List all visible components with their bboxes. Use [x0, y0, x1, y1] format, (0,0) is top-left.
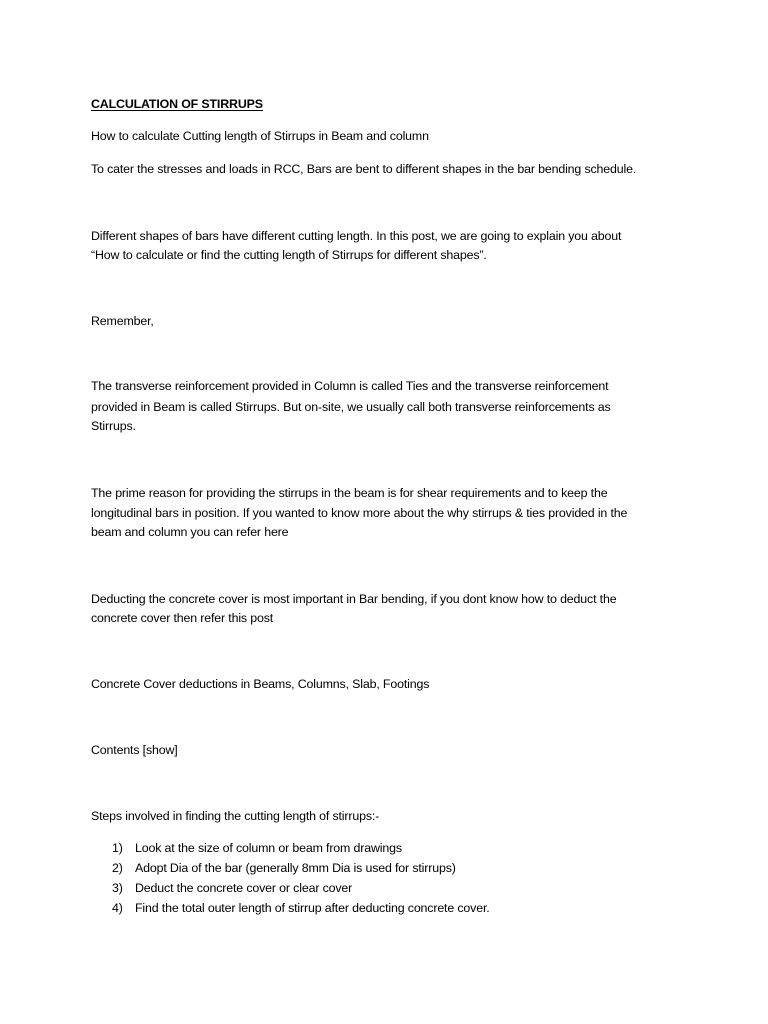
transverse-paragraph-line-3: Stirrups. [91, 419, 136, 433]
list-item-text: Deduct the concrete cover or clear cover [135, 881, 353, 895]
document-title: CALCULATION OF STIRRUPS [91, 97, 263, 111]
transverse-paragraph-line-1: The transverse reinforcement provided in Column is called Ties and the transverse reinforcement [91, 379, 609, 393]
list-item [112, 858, 490, 878]
steps-heading: Steps involved in finding the cutting length of stirrups:- [91, 809, 380, 823]
list-item-text: Look at the size of column or beam from drawings [135, 841, 402, 855]
steps-list [112, 838, 490, 918]
list-item [112, 838, 490, 858]
list-item-number: 1) [112, 841, 123, 855]
reason-paragraph-line-1: The prime reason for providing the stirrups in the beam is for shear requirements and to keep the [91, 486, 608, 500]
list-item-text: Adopt Dia of the bar (generally 8mm Dia is used for stirrups) [135, 861, 456, 875]
list-item-text: Find the total outer length of stirrup after deducting concrete cover. [135, 901, 490, 915]
list-item-number: 2) [112, 861, 123, 875]
list-item [112, 878, 490, 898]
shapes-paragraph-line-2: “How to calculate or find the cutting length of Stirrups for different shapes”. [91, 248, 487, 262]
remember-text: Remember, [91, 314, 154, 328]
document-subtitle: How to calculate Cutting length of Stirrups in Beam and column [91, 129, 429, 143]
cover-deductions-text: Concrete Cover deductions in Beams, Columns, Slab, Footings [91, 677, 430, 691]
transverse-paragraph-line-2: provided in Beam is called Stirrups. But on-site, we usually call both transverse reinforcements as [91, 400, 611, 414]
list-item-number: 3) [112, 881, 123, 895]
list-item [112, 898, 490, 918]
list-item-number: 4) [112, 901, 123, 915]
contents-text: Contents [show] [91, 743, 178, 757]
reason-paragraph-line-2: longitudinal bars in position. If you wanted to know more about the why stirrups & ties provided in the [91, 506, 628, 520]
shapes-paragraph-line-1: Different shapes of bars have different cutting length. In this post, we are going to explain you about [91, 229, 622, 243]
cover-paragraph-line-2: concrete cover then refer this post [91, 611, 274, 625]
cover-paragraph-line-1: Deducting the concrete cover is most important in Bar bending, if you dont know how to deduct the [91, 592, 617, 606]
reason-paragraph-line-3: beam and column you can refer here [91, 525, 289, 539]
intro-paragraph: To cater the stresses and loads in RCC, Bars are bent to different shapes in the bar bending schedule. [91, 162, 637, 176]
